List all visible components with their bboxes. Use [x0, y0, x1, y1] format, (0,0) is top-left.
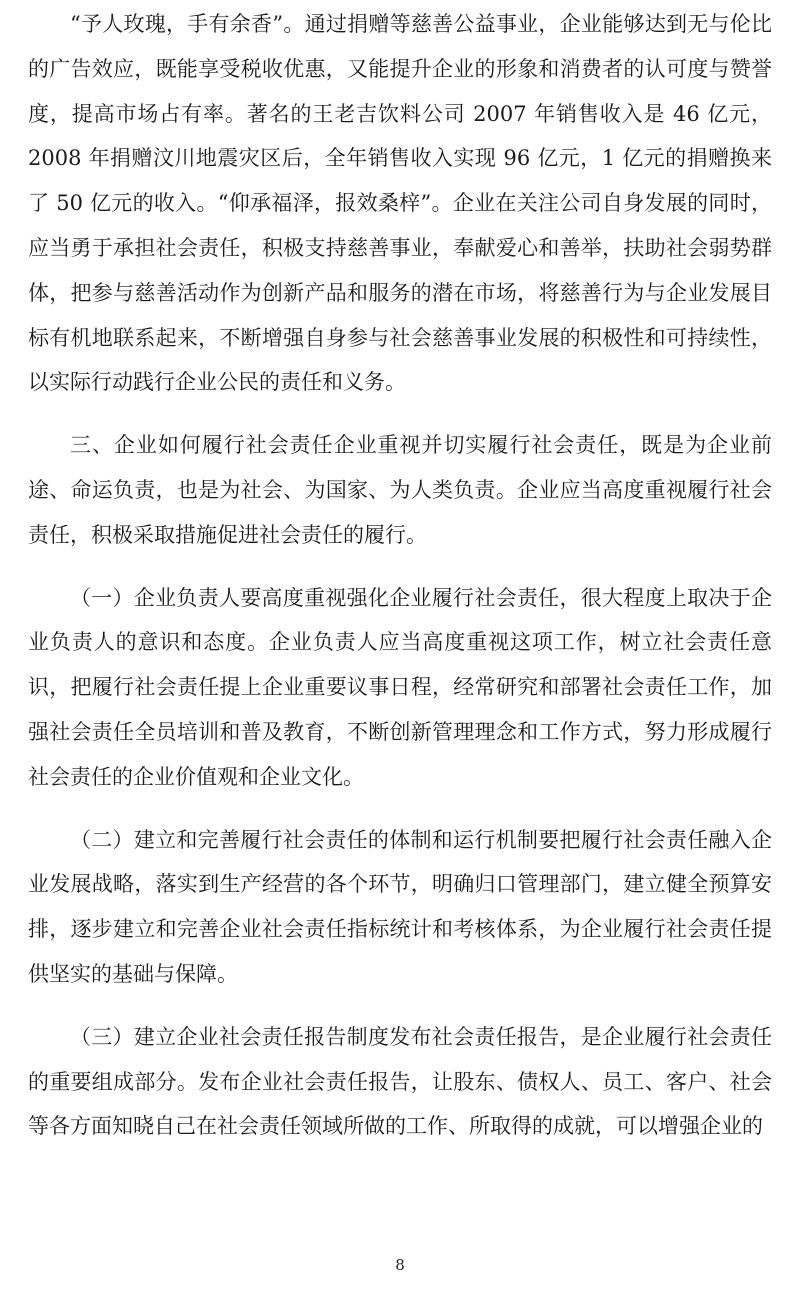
paragraph-item-three: （三）建立企业社会责任报告制度发布社会责任报告，是企业履行社会责任的重要组成部分。发布企业社会责任报告，让股东、债权人、员工、客户、社会等各方面知晓自己在社会责任领域所做的工作、所取得的成就，可以增强企业的 [28, 1024, 772, 1139]
paragraph-item-one: （一）企业负责人要高度重视强化企业履行社会责任，很大程度上取决于企业负责人的意识和态度。企业负责人应当高度重视这项工作，树立社会责任意识，把履行社会责任提上企业重要议事日程，经常研究和部署社会责任工作，加强社会责任全员培训和普及教育，不断创新管理理念和工作方式，努力形成履行社会责任的企业价值观和企业文化。 [28, 585, 772, 789]
paragraph-section-three-heading: 三、企业如何履行社会责任企业重视并切实履行社会责任，既是为企业前途、命运负责，也是为社会、为国家、为人类负责。企业应当高度重视履行社会责任，积极采取措施促进社会责任的履行。 [28, 433, 772, 547]
paragraph-item-two: （二）建立和完善履行社会责任的体制和运行机制要把履行社会责任融入企业发展战略，落实到生产经营的各个环节，明确归口管理部门，建立健全预算安排，逐步建立和完善企业社会责任指标统计和考核体系，为企业履行社会责任提供坚实的基础与保障。 [28, 827, 772, 986]
paragraph-charity-donation: “予人玫瑰，手有余香”。通过捐赠等慈善公益事业，企业能够达到无与伦比的广告效应，既能享受税收优惠，又能提升企业的形象和消费者的认可度与赞誉度，提高市场占有率。著名的王老吉饮料公司 2007 年销售收入是 46 亿元，2008 年捐赠汶川地震灾区后，全年销售收入实现 96 亿元，1 亿元的捐赠换来了 50 亿元的收入。“仰承福泽，报效桑梓”。企业在关注公司自身发展的同时，应当勇于承担社会责任，积极支持慈善事业，奉献爱心和善举，扶助社会弱势群体，把参与慈善活动作为创新产品和服务的潜在市场，将慈善行为与企业发展目标有机地联系起来，不断增强自身参与社会慈善事业发展的积极性和可持续性，以实际行动践行企业公民的责任和义务。 [28, 12, 772, 395]
page-number: 8 [395, 1256, 405, 1274]
